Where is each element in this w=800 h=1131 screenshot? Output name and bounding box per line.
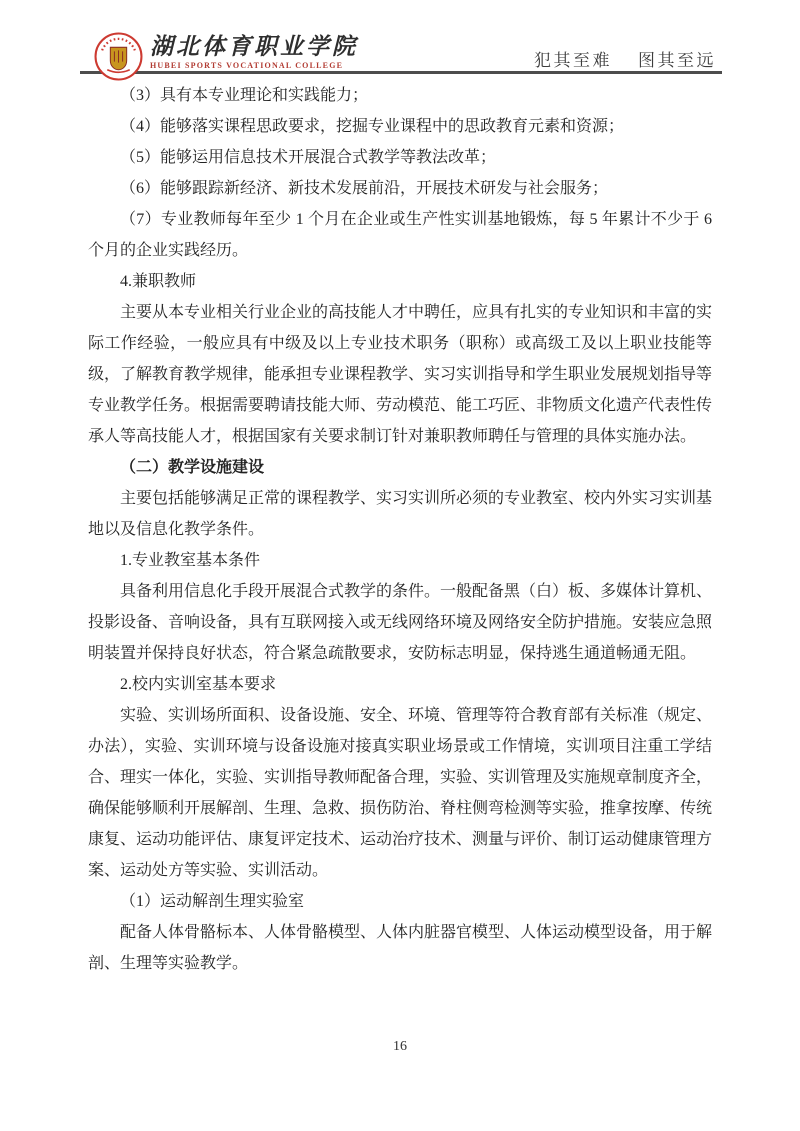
motto-right: 图其至远 <box>638 51 716 70</box>
college-motto <box>534 46 716 71</box>
paragraph: 主要从本专业相关行业企业的高技能人才中聘任，应具有扎实的专业知识和丰富的实际工作经验，一般应具有中级及以上专业技术职务（职称）或高级工及以上职业技能等级，了解教育教学规律，能承担专业课程教学、实习实训指导和学生职业发展规划指导等专业教学任务。根据需要聘请技能大师、劳动模范、能工巧匠、非物质文化遗产代表性传承人等高技能人才，根据国家有关要求制订针对兼职教师聘任与管理的具体实施办法。 <box>88 304 713 445</box>
paragraph: 2.校内实训室基本要求 <box>120 676 277 693</box>
header-divider <box>80 71 722 74</box>
paragraph: （7）专业教师每年至少 1 个月在企业或生产性实训基地锻炼，每 5 年累计不少于 6 个月的企业实践经历。 <box>88 211 712 259</box>
motto-left: 犯其至难 <box>534 51 612 70</box>
paragraph: 具备利用信息化手段开展混合式教学的条件。一般配备黑（白）板、多媒体计算机、投影设备、音响设备，具有互联网接入或无线网络环境及网络安全防护措施。安装应急照明装置并保持良好状态，符合紧急疏散要求，安防标志明显，保持逃生通道畅通无阻。 <box>88 583 713 662</box>
paragraph: （5）能够运用信息技术开展混合式教学等教法改革； <box>120 149 497 166</box>
college-brand <box>150 34 358 70</box>
section-heading: （二）教学设施建设 <box>120 459 265 476</box>
college-name-en: HUBEI SPORTS VOCATIONAL COLLEGE <box>150 61 344 71</box>
paragraph: 1.专业教室基本条件 <box>120 552 261 569</box>
college-name-zh: 湖北体育职业学院 <box>150 33 358 60</box>
paragraph: （3）具有本专业理论和实践能力； <box>120 87 369 104</box>
paragraph: （1）运动解剖生理实验室 <box>120 893 305 910</box>
document-body <box>88 80 712 979</box>
paragraph: （6）能够跟踪新经济、新技术发展前沿，开展技术研发与社会服务； <box>120 180 609 197</box>
paragraph: （4）能够落实课程思政要求，挖掘专业课程中的思政教育元素和资源； <box>120 118 625 135</box>
college-seal-icon <box>94 32 143 81</box>
paragraph: 主要包括能够满足正常的课程教学、实习实训所必须的专业教室、校内外实习实训基地以及信息化教学条件。 <box>88 490 713 538</box>
paragraph: 配备人体骨骼标本、人体骨骼模型、人体内脏器官模型、人体运动模型设备，用于解剖、生理等实验教学。 <box>88 924 713 972</box>
page-number: 16 <box>393 1039 407 1054</box>
paragraph: 实验、实训场所面积、设备设施、安全、环境、管理等符合教育部有关标准（规定、办法），实验、实训环境与设备设施对接真实职业场景或工作情境，实训项目注重工学结合、理实一体化，实验、实训指导教师配备合理，实验、实训管理及实施规章制度齐全，确保能够顺利开展解剖、生理、急救、损伤防治、脊柱侧弯检测等实验，推拿按摩、传统康复、运动功能评估、康复评定技术、运动治疗技术、测量与评价、制订运动健康管理方案、运动处方等实验、实训活动。 <box>88 707 713 879</box>
paragraph: 4.兼职教师 <box>120 273 197 290</box>
